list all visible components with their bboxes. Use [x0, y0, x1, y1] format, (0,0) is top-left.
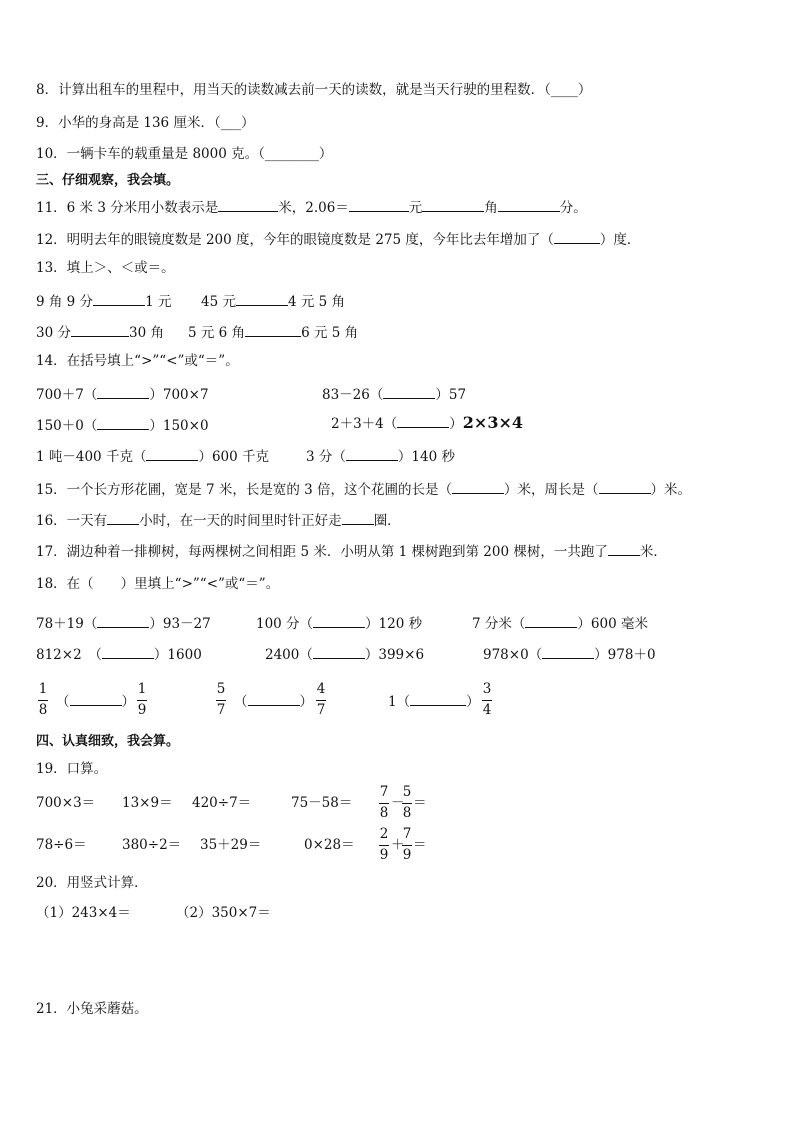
q14-item: 2＋3＋4（ ）2×3×4: [331, 413, 523, 432]
fraction: 5 7: [216, 681, 226, 718]
q18-item: （ ）: [56, 694, 135, 710]
q18-item: 78＋19（ ）93－27: [36, 616, 211, 632]
blank[interactable]: [245, 324, 301, 337]
fraction: 5 8: [402, 784, 412, 821]
question-16: 16．一天有 小时，在一天的时间里时针正好走 圈．: [36, 513, 401, 529]
blank[interactable]: [346, 448, 398, 461]
blank[interactable]: [410, 693, 466, 706]
blank[interactable]: [102, 646, 154, 659]
question-10: 10．一辆卡车的载重量是 8000 克。（________）: [36, 146, 333, 162]
fraction: 2 9: [379, 826, 389, 863]
oral-calc: 420÷7＝: [192, 795, 252, 811]
blank[interactable]: [342, 512, 374, 525]
blank[interactable]: [218, 199, 278, 212]
section-3-heading: 三、仔细观察，我会填。: [36, 173, 180, 188]
q13-item: 45 元 4 元 5 角: [201, 294, 346, 310]
equals-sign: ＝: [413, 795, 427, 811]
plus-sign: ＋: [391, 837, 405, 853]
blank[interactable]: [313, 615, 365, 628]
blank[interactable]: [248, 693, 300, 706]
blank[interactable]: [236, 293, 288, 306]
question-14-title: 14．在括号填上“>”“<”或“＝”。: [36, 353, 239, 369]
blank[interactable]: [608, 543, 640, 556]
q13-item: 5 元 6 角 6 元 5 角: [188, 325, 359, 341]
question-20-title: 20．用竖式计算．: [36, 875, 148, 891]
blank[interactable]: [97, 417, 149, 430]
blank[interactable]: [97, 386, 149, 399]
q18-item: 7 分米（ ）600 毫米: [472, 616, 648, 632]
blank[interactable]: [452, 481, 504, 494]
question-18-title: 18．在（ ）里填上“>”“<”或“＝”。: [36, 576, 280, 592]
q14-item: 150＋0（ ）150×0: [36, 418, 209, 434]
question-19-title: 19．口算。: [36, 761, 108, 777]
question-17: 17．湖边种着一排柳树，每两棵树之间相距 5 米．小明从第 1 棵树跑到第 200 棵树，一共跑了 米．: [36, 544, 667, 560]
q14-item: 700＋7（ ）700×7: [36, 387, 209, 403]
vertical-calc: （2）350×7＝: [176, 905, 271, 921]
oral-calc: 35＋29＝: [200, 837, 262, 853]
q14-item: 3 分（ ）140 秒: [306, 449, 455, 465]
q18-item: 1（ ）: [388, 694, 480, 710]
q18-item: 812×2 （ ）1600: [36, 647, 202, 663]
q14-item: 83－26（ ）57: [322, 387, 467, 403]
question-15: 15．一个长方形花圃，宽是 7 米，长是宽的 3 倍，这个花圃的长是（ ）米，周长是（ ）米。: [36, 482, 692, 498]
blank[interactable]: [542, 646, 594, 659]
oral-calc: 0×28＝: [304, 837, 355, 853]
section-4-heading: 四、认真细致，我会算。: [36, 734, 180, 749]
q18-item: （ ）: [234, 694, 313, 710]
q13-item: 9 角 9 分 1 元: [36, 294, 172, 310]
oral-calc: 78÷6＝: [36, 837, 87, 853]
question-12: 12．明明去年的眼镜度数是 200 度，今年的眼镜度数是 275 度，今年比去年增加了（ ）度．: [36, 232, 641, 248]
blank[interactable]: [599, 481, 651, 494]
oral-calc: 380÷2＝: [122, 837, 182, 853]
blank[interactable]: [383, 386, 435, 399]
question-8: 8．计算出租车的里程中，用当天的读数减去前一天的读数，就是当天行驶的里程数．（____）: [36, 82, 592, 98]
question-13-title: 13．填上＞、＜或＝。: [36, 260, 175, 276]
blank[interactable]: [422, 199, 484, 212]
blank[interactable]: [349, 199, 409, 212]
blank[interactable]: [397, 415, 449, 428]
fraction: 7 8: [379, 784, 389, 821]
blank[interactable]: [71, 324, 129, 337]
q18-item: 2400（ ）399×6: [265, 647, 425, 663]
blank[interactable]: [554, 231, 600, 244]
blank[interactable]: [146, 448, 198, 461]
vertical-calc: （1）243×4＝: [36, 905, 131, 921]
q14-item: 1 吨－400 千克（ ）600 千克: [36, 449, 270, 465]
fraction: 1 9: [137, 681, 147, 718]
q18-item: 978×0（ ）978＋0: [483, 647, 656, 663]
question-21: 21．小兔采蘑菇。: [36, 1001, 148, 1017]
blank[interactable]: [313, 646, 365, 659]
minus-sign: －: [391, 795, 405, 811]
blank[interactable]: [525, 615, 577, 628]
oral-calc: 75－58＝: [291, 795, 353, 811]
question-11: 11．6 米 3 分米用小数表示是 米，2.06＝ 元 角 分。: [36, 200, 587, 216]
fraction: 7 9: [402, 826, 412, 863]
oral-calc: 13×9＝: [122, 795, 173, 811]
question-9: 9．小华的身高是 136 厘米．（___）: [36, 115, 255, 131]
fraction: 3 4: [482, 681, 492, 718]
blank[interactable]: [498, 199, 560, 212]
equals-sign: ＝: [413, 837, 427, 853]
q18-item: 100 分（ ）120 秒: [256, 616, 423, 632]
oral-calc: 700×3＝: [36, 795, 96, 811]
fraction: 1 8: [38, 681, 48, 718]
blank[interactable]: [107, 512, 139, 525]
fraction: 4 7: [316, 681, 326, 718]
q13-item: 30 分 30 角: [36, 325, 164, 341]
blank[interactable]: [97, 615, 149, 628]
blank[interactable]: [93, 293, 145, 306]
blank[interactable]: [70, 693, 122, 706]
